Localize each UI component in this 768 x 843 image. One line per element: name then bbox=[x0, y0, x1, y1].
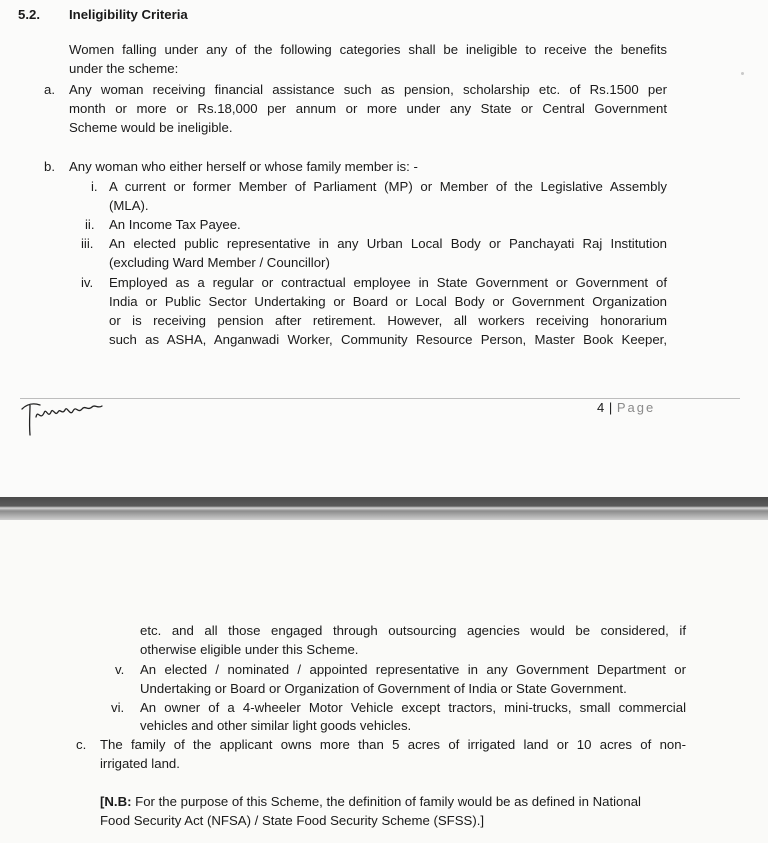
item-a-line: Any woman receiving financial assistance such as pension, scholarship etc. of Rs.1500 per bbox=[69, 82, 667, 97]
sub-iii-line: An elected public representative in any Urban Local Body or Panchayati Raj Institution bbox=[109, 236, 667, 251]
item-a-marker: a. bbox=[44, 82, 55, 97]
section-title: Ineligibility Criteria bbox=[69, 7, 188, 22]
sub-iv-marker: iv. bbox=[81, 275, 94, 290]
sub-vi-line: vehicles and other similar light goods vehicles. bbox=[140, 718, 412, 733]
sub-vi-line: An owner of a 4-wheeler Motor Vehicle except tractors, mini-trucks, small commercial bbox=[140, 700, 686, 715]
continuation-line: otherwise eligible under this Scheme. bbox=[140, 642, 359, 657]
item-c-marker: c. bbox=[76, 737, 87, 752]
item-b-line: Any woman who either herself or whose family member is: - bbox=[69, 159, 418, 174]
item-c-line: irrigated land. bbox=[100, 756, 180, 771]
page-footer bbox=[597, 400, 655, 415]
item-c-line: The family of the applicant owns more than 5 acres of irrigated land or 10 acres of non- bbox=[100, 737, 686, 752]
sub-v-line: Undertaking or Board or Organization of Government of India or State Government. bbox=[140, 681, 627, 696]
item-b-marker: b. bbox=[44, 159, 55, 174]
item-a-line: Scheme would be ineligible. bbox=[69, 120, 233, 135]
document-page-5 bbox=[0, 520, 768, 843]
continuation-line: etc. and all those engaged through outsourcing agencies would be considered, if bbox=[140, 623, 686, 638]
nb-label: [N.B: bbox=[100, 794, 132, 809]
sub-iii-marker: iii. bbox=[81, 236, 94, 251]
sub-iv-line: Employed as a regular or contractual employee in State Government or Government of bbox=[109, 275, 667, 290]
section-number: 5.2. bbox=[18, 7, 40, 22]
nb-text: For the purpose of this Scheme, the definition of family would be as defined in National bbox=[135, 794, 641, 809]
sub-iv-line: such as ASHA, Anganwadi Worker, Community Resource Person, Master Book Keeper, bbox=[109, 332, 667, 347]
sub-vi-marker: vi. bbox=[111, 700, 125, 715]
sub-i-line: A current or former Member of Parliament (MP) or Member of the Legislative Assembly bbox=[109, 179, 667, 194]
intro-line-2: under the scheme: bbox=[69, 61, 179, 76]
nb-line-1 bbox=[100, 792, 686, 811]
intro-line-1: Women falling under any of the following categories shall be ineligible to receive the benefits bbox=[69, 42, 667, 57]
sub-i-marker: i. bbox=[91, 179, 98, 194]
sub-ii-marker: ii. bbox=[85, 217, 95, 232]
sub-iv-line: or is receiving pension after retirement. However, all workers receiving honorarium bbox=[109, 313, 667, 328]
nb-line-2: Food Security Act (NFSA) / State Food Security Scheme (SFSS).] bbox=[100, 813, 485, 828]
sub-v-marker: v. bbox=[115, 662, 125, 677]
page-separator-bar bbox=[0, 497, 768, 520]
sub-iv-line: India or Public Sector Undertaking or Board or Local Body or Government Organization bbox=[109, 294, 667, 309]
page-separator: | bbox=[608, 400, 613, 415]
sub-iii-line: (excluding Ward Member / Councillor) bbox=[109, 255, 330, 270]
page-word: Page bbox=[616, 400, 656, 415]
sub-ii-line: An Income Tax Payee. bbox=[109, 217, 241, 232]
sub-i-line: (MLA). bbox=[109, 198, 149, 213]
signature bbox=[18, 395, 108, 439]
item-a-line: month or more or Rs.18,000 per annum or more under any State or Central Government bbox=[69, 101, 667, 116]
scan-speck bbox=[741, 72, 744, 75]
footer-rule bbox=[20, 398, 740, 399]
sub-v-line: An elected / nominated / appointed representative in any Government Department or bbox=[140, 662, 686, 677]
page-number: 4 bbox=[597, 400, 605, 415]
